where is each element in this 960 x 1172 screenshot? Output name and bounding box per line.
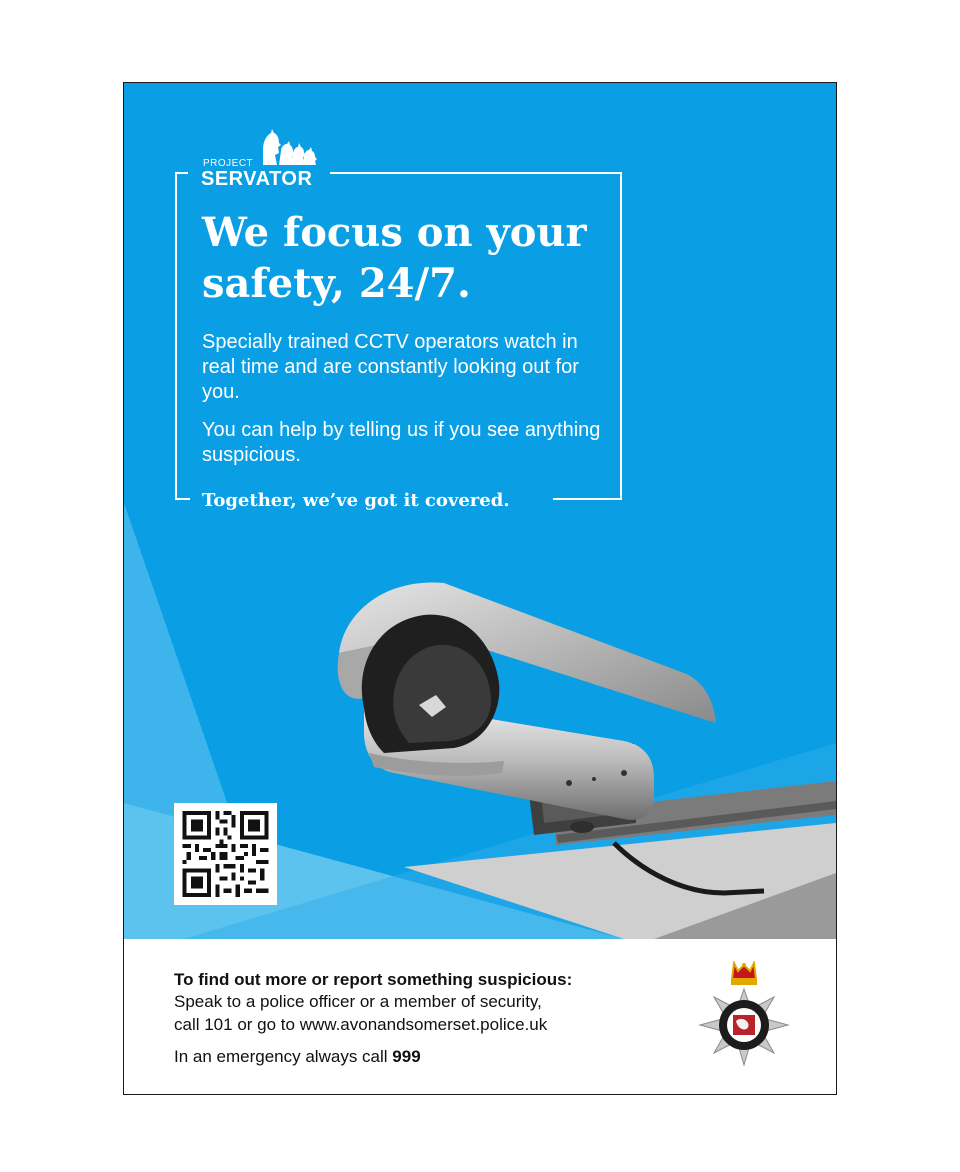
- logo-project-label: PROJECT: [203, 158, 254, 169]
- body-paragraph-1: Specially trained CCTV operators watch in real time and are constantly looking out for you.: [202, 331, 579, 403]
- emergency-number: 999: [392, 1047, 421, 1066]
- poster: [123, 82, 837, 1095]
- logo-name: SERVATOR: [201, 168, 313, 190]
- tagline: Together, we’ve got it covered.: [202, 490, 510, 511]
- police-crest-icon: [696, 961, 792, 1067]
- body-paragraph-2: You can help by telling us if you see anything suspicious.: [202, 419, 601, 466]
- footer: [124, 939, 836, 1094]
- qr-code-icon: [174, 803, 277, 905]
- footer-heading: To find out more or report something suspicious:: [174, 970, 573, 989]
- servator-silhouettes-icon: [259, 129, 323, 165]
- cctv-camera-icon: [324, 573, 836, 939]
- footer-line-1: Speak to a police officer or a member of security,: [174, 992, 542, 1011]
- footer-line-2: call 101 or go to www.avonandsomerset.police.uk: [174, 1015, 548, 1034]
- hero-panel: [124, 83, 836, 939]
- headline: We focus on your safety, 24/7.: [202, 209, 587, 307]
- footer-emergency: [174, 1047, 421, 1067]
- project-servator-logo: [201, 129, 351, 189]
- emergency-prefix: In an emergency always call: [174, 1047, 393, 1066]
